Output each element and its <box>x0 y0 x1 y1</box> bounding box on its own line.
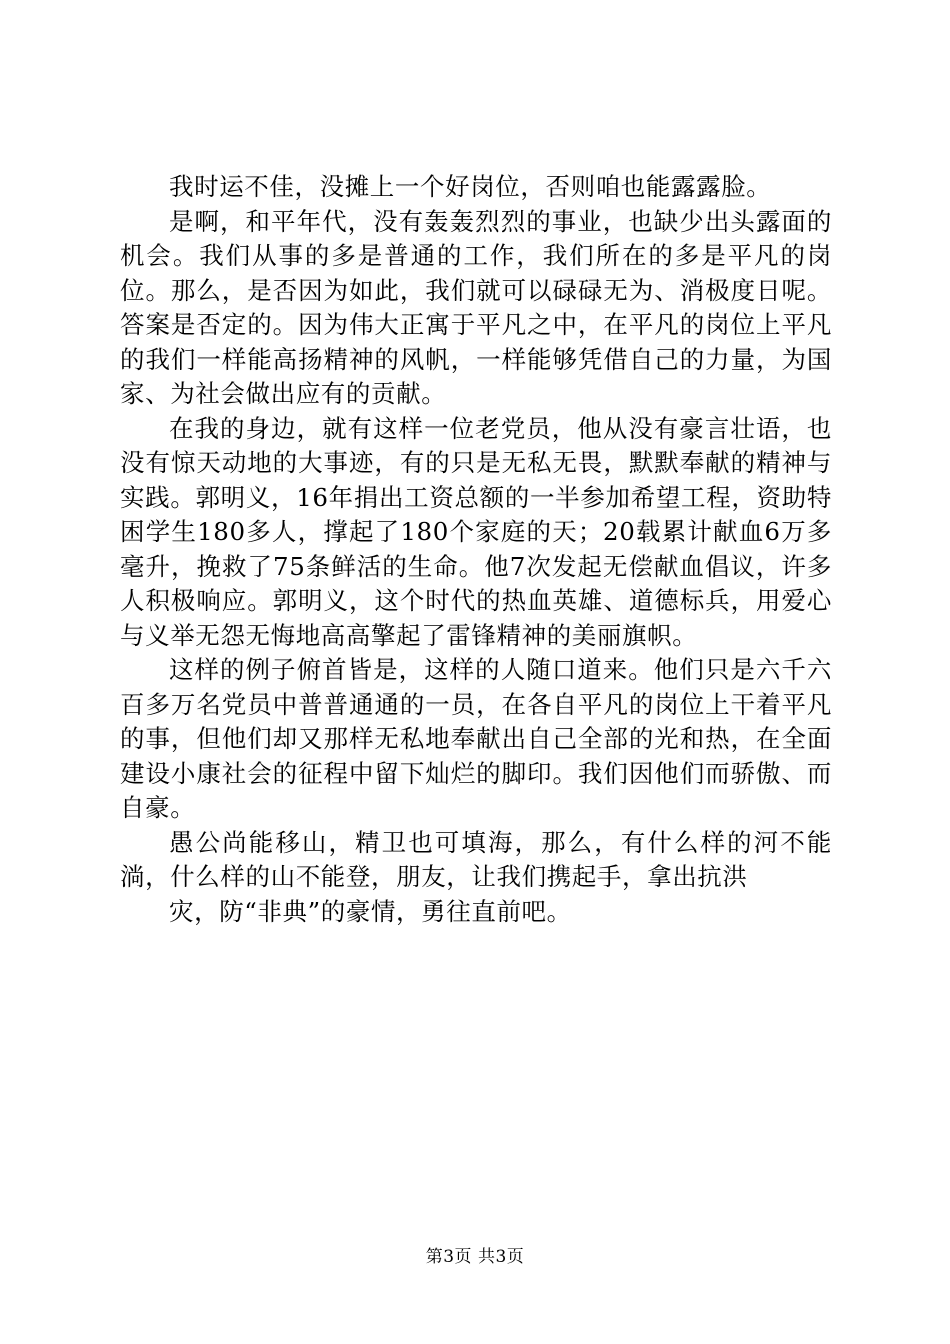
paragraph-5: 愚公尚能移山，精卫也可填海，那么，有什么样的河不能淌，什么样的山不能登，朋友，让我们携起手，拿出抗洪 <box>120 827 832 891</box>
document-body <box>120 170 832 929</box>
paragraph-2: 是啊，和平年代，没有轰轰烈烈的事业，也缺少出头露面的机会。我们从事的多是普通的工作，我们所在的多是平凡的岗位。那么，是否因为如此，我们就可以碌碌无为、消极度日呢。答案是否定的。因为伟大正寓于平凡之中，在平凡的岗位上平凡的我们一样能高扬精神的风帆，一样能够凭借自己的力量，为国家、为社会做出应有的贡献。 <box>120 206 832 408</box>
paragraph-4: 这样的例子俯首皆是，这样的人随口道来。他们只是六千六百多万名党员中普普通通的一员，在各自平凡的岗位上干着平凡的事，但他们却又那样无私地奉献出自己全部的光和热，在全面建设小康社会的征程中留下灿烂的脚印。我们因他们而骄傲、而自豪。 <box>120 655 832 822</box>
page-number-label: 第3页 共3页 <box>425 1247 525 1267</box>
page-footer <box>0 1245 950 1269</box>
paragraph-3: 在我的身边，就有这样一位老党员，他从没有豪言壮语，也没有惊天动地的大事迹，有的只是无私无畏，默默奉献的精神与实践。郭明义，16年捐出工资总额的一半参加希望工程，资助特困学生180多人，撑起了180个家庭的天；20载累计献血6万多毫升，挽救了75条鲜活的生命。他7次发起无偿献血倡议，许多人积极响应。郭明义，这个时代的热血英雄、道德标兵，用爱心与义举无怨无悔地高高擎起了雷锋精神的美丽旗帜。 <box>120 413 832 650</box>
paragraph-6: 灾，防“非典”的豪情，勇往直前吧。 <box>169 896 572 926</box>
paragraph-1: 我时运不佳，没摊上一个好岗位，否则咱也能露露脸。 <box>169 172 772 201</box>
